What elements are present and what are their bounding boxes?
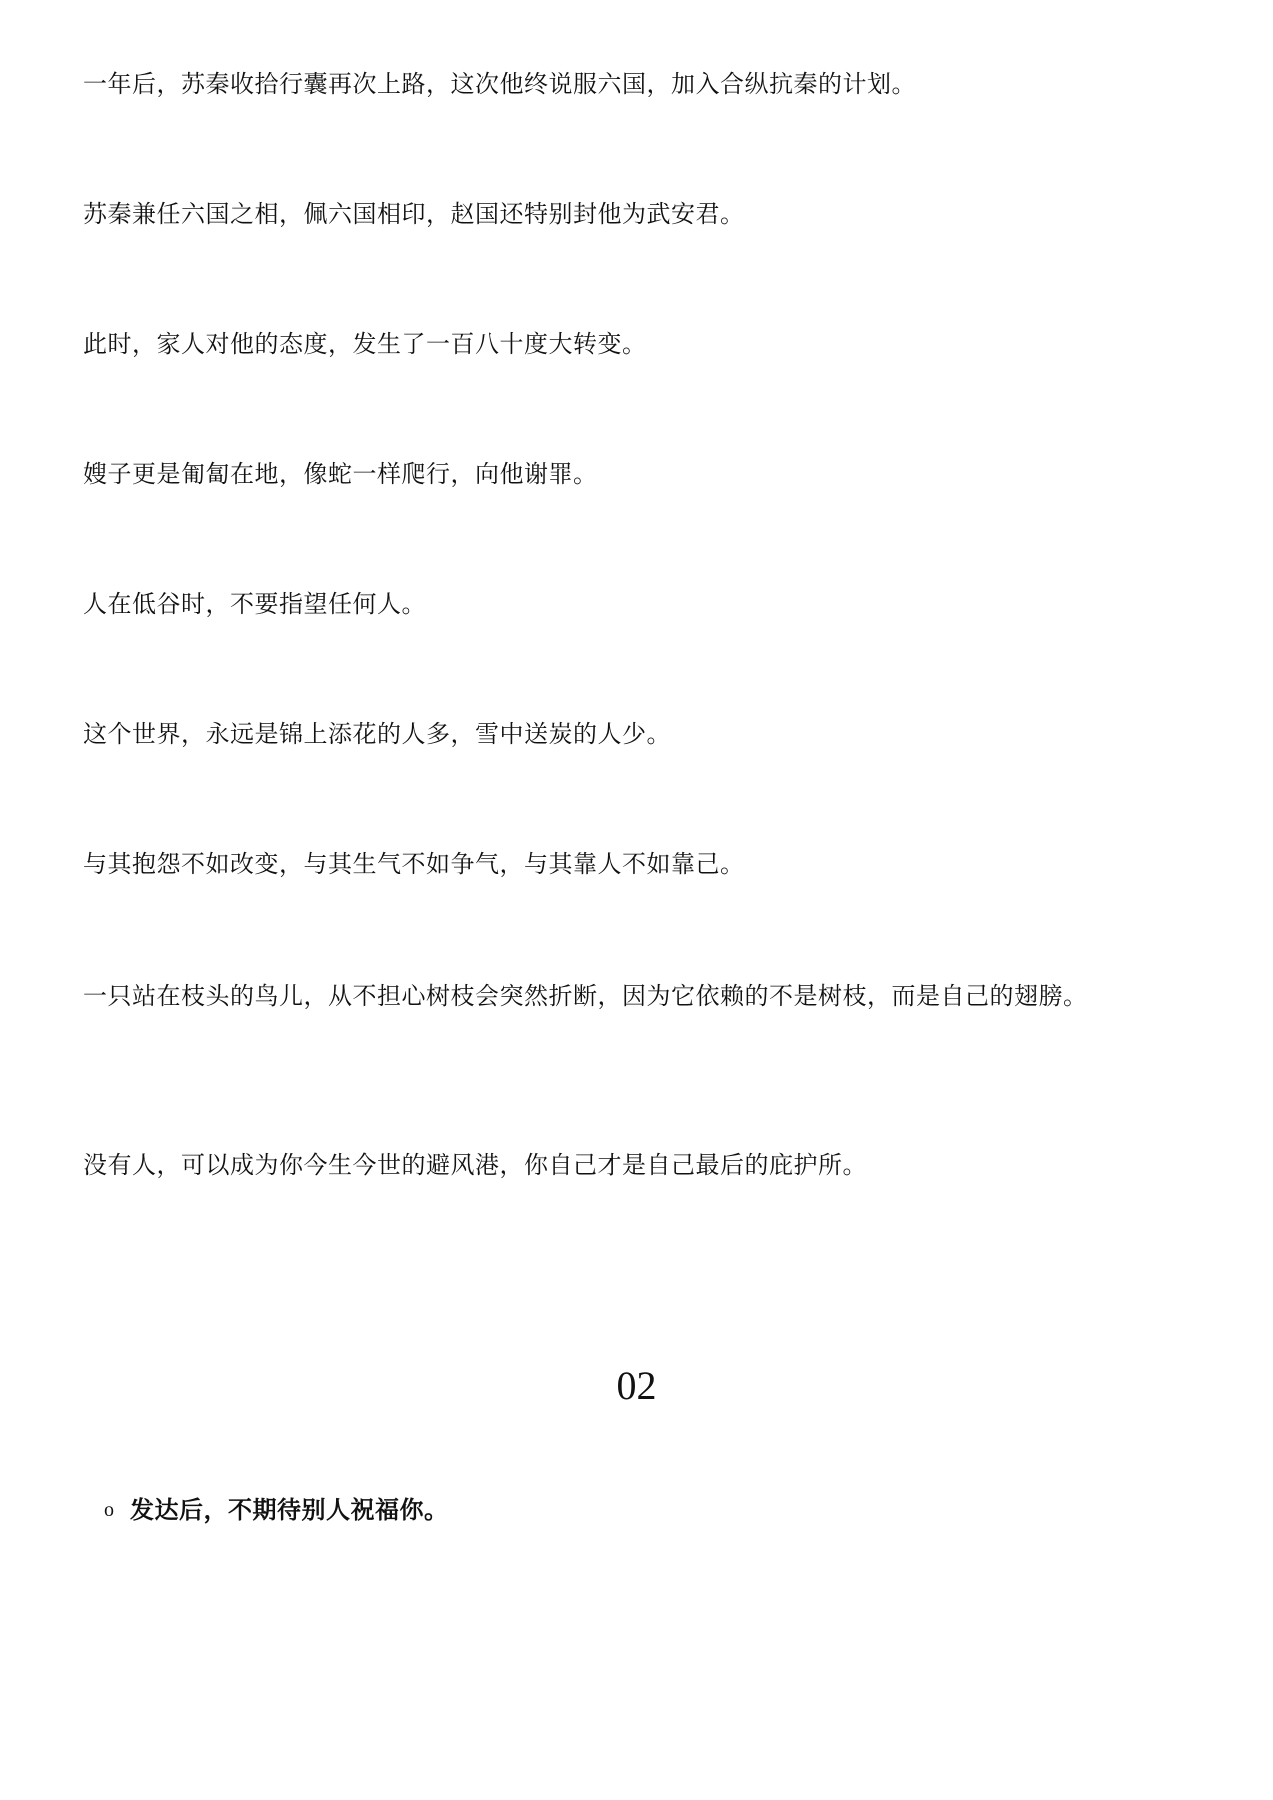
paragraph-9: 没有人，可以成为你今生今世的避风港，你自己才是自己最后的庇护所。 xyxy=(83,1151,867,1179)
paragraph-3: 此时，家人对他的态度，发生了一百八十度大转变。 xyxy=(83,330,647,358)
bullet-marker: o xyxy=(104,1499,114,1521)
bullet-list-item xyxy=(104,1490,449,1530)
paragraph-5: 人在低谷时，不要指望任何人。 xyxy=(83,590,426,618)
section-number: 02 xyxy=(616,1363,657,1408)
paragraph-6: 这个世界，永远是锦上添花的人多，雪中送炭的人少。 xyxy=(83,720,671,748)
bullet-text: 发达后，不期待别人祝福你。 xyxy=(130,1496,449,1524)
paragraph-7: 与其抱怨不如改变，与其生气不如争气，与其靠人不如靠己。 xyxy=(83,850,745,878)
paragraph-8: 一只站在枝头的鸟儿，从不担心树枝会突然折断，因为它依赖的不是树枝，而是自己的翅膀。 xyxy=(83,982,1088,1010)
paragraph-2: 苏秦兼任六国之相，佩六国相印，赵国还特别封他为武安君。 xyxy=(83,200,745,228)
paragraph-4: 嫂子更是匍匐在地，像蛇一样爬行，向他谢罪。 xyxy=(83,460,598,488)
paragraph-1: 一年后，苏秦收拾行囊再次上路，这次他终说服六国，加入合纵抗秦的计划。 xyxy=(83,70,916,98)
